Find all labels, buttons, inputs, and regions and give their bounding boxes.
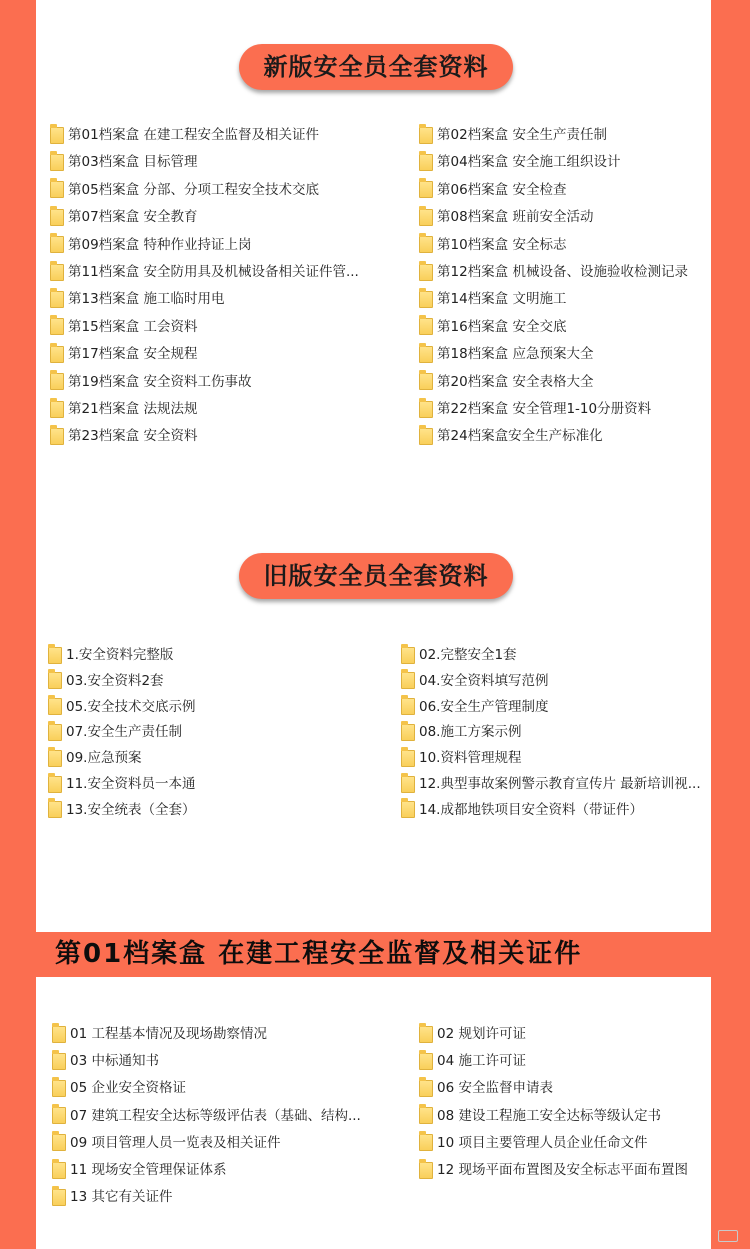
folder-icon	[50, 318, 64, 335]
new-set-item-label: 第13档案盒 施工临时用电	[68, 291, 225, 308]
new-set-item-label: 第02档案盒 安全生产责任制	[437, 127, 607, 143]
folder-icon	[419, 373, 433, 390]
box01-item[interactable]	[419, 1105, 661, 1127]
folder-icon	[48, 776, 62, 793]
new-set-item-label: 第18档案盒 应急预案大全	[437, 346, 594, 363]
new-set-item-label: 第16档案盒 安全交底	[437, 318, 567, 335]
new-set-item[interactable]	[419, 234, 566, 256]
new-set-item-label: 第17档案盒 安全规程	[68, 346, 198, 363]
old-set-item[interactable]	[48, 773, 195, 795]
new-set-item-label: 第05档案盒 分部、分项工程安全技术交底	[68, 181, 319, 198]
new-set-item[interactable]	[50, 206, 197, 228]
old-set-item[interactable]	[48, 721, 182, 743]
new-set-item[interactable]	[50, 288, 224, 310]
box01-item-label: 06 安全监督申请表	[437, 1080, 553, 1097]
folder-icon	[419, 346, 433, 363]
new-set-item[interactable]	[419, 398, 651, 420]
new-set-item-label: 第12档案盒 机械设备、设施验收检测记录	[437, 264, 688, 280]
new-set-item[interactable]	[50, 316, 197, 338]
folder-icon	[419, 127, 433, 144]
new-set-item-label: 第11档案盒 安全防用具及机械设备相关证件管...	[68, 264, 359, 280]
folder-icon	[419, 1107, 433, 1124]
box01-item[interactable]	[52, 1132, 280, 1154]
folder-icon	[50, 291, 64, 308]
folder-icon	[50, 209, 64, 226]
folder-icon	[401, 801, 415, 818]
box01-item[interactable]	[419, 1132, 647, 1154]
folder-icon	[48, 647, 62, 664]
new-set-item[interactable]	[419, 124, 607, 146]
folder-icon	[50, 236, 64, 253]
box01-item-label: 09 项目管理人员一览表及相关证件	[70, 1134, 281, 1151]
folder-icon	[52, 1189, 66, 1206]
new-set-item-label: 第23档案盒 安全资料	[68, 428, 198, 445]
folder-icon	[419, 1162, 433, 1179]
box01-item-label: 11 现场安全管理保证体系	[70, 1162, 227, 1178]
folder-icon	[419, 181, 433, 198]
new-set-item-label: 第20档案盒 安全表格大全	[437, 373, 594, 390]
folder-icon	[401, 647, 415, 664]
old-set-item-label: 11.安全资料员一本通	[66, 776, 196, 792]
folder-icon	[50, 401, 64, 418]
folder-icon	[419, 401, 433, 418]
folder-icon	[52, 1134, 66, 1151]
old-set-item-label: 1.安全资料完整版	[66, 647, 174, 663]
folder-icon	[50, 181, 64, 198]
old-set-item-label: 05.安全技术交底示例	[66, 698, 196, 715]
new-set-item[interactable]	[419, 151, 620, 173]
folder-icon	[52, 1026, 66, 1043]
old-set-item[interactable]	[401, 799, 643, 821]
new-set-item[interactable]	[419, 371, 593, 393]
new-set-item[interactable]	[50, 371, 251, 393]
new-set-item[interactable]	[50, 151, 197, 173]
old-set-item[interactable]	[48, 644, 173, 666]
box01-item[interactable]	[419, 1050, 526, 1072]
box01-item[interactable]	[52, 1186, 172, 1208]
new-set-item-label: 第06档案盒 安全检查	[437, 181, 567, 198]
old-set-item-label: 02.完整安全1套	[419, 647, 517, 663]
new-set-item-label: 第03档案盒 目标管理	[68, 154, 198, 171]
box01-item-label: 07 建筑工程安全达标等级评估表（基础、结构...	[70, 1107, 361, 1124]
folder-icon	[419, 1080, 433, 1097]
corner-watermark-icon	[718, 1230, 738, 1242]
new-set-item[interactable]	[50, 124, 319, 146]
box01-item[interactable]	[52, 1159, 226, 1181]
new-set-item[interactable]	[50, 343, 197, 365]
folder-icon	[50, 373, 64, 390]
box01-item-label: 05 企业安全资格证	[70, 1080, 186, 1097]
box01-item-label: 03 中标通知书	[70, 1053, 159, 1070]
old-set-item-label: 03.安全资料2套	[66, 672, 164, 689]
box01-item[interactable]	[52, 1050, 159, 1072]
box01-item[interactable]	[52, 1077, 186, 1099]
folder-icon	[419, 428, 433, 445]
box01-item-label: 01 工程基本情况及现场勘察情况	[70, 1026, 267, 1042]
old-set-item[interactable]	[48, 799, 195, 821]
old-set-item-label: 09.应急预案	[66, 750, 142, 767]
box01-item[interactable]	[52, 1023, 267, 1045]
folder-icon	[52, 1107, 66, 1124]
new-set-item[interactable]	[50, 234, 251, 256]
folder-icon	[48, 724, 62, 741]
new-set-item-label: 第24档案盒安全生产标准化	[437, 428, 603, 445]
old-set-item-label: 04.安全资料填写范例	[419, 672, 549, 689]
new-set-item-label: 第21档案盒 法规法规	[68, 401, 198, 417]
folder-icon	[50, 428, 64, 445]
new-set-item[interactable]	[50, 179, 319, 201]
box01-item-label: 04 施工许可证	[437, 1053, 526, 1070]
box01-item[interactable]	[419, 1077, 553, 1099]
new-set-item-label: 第08档案盒 班前安全活动	[437, 209, 594, 226]
folder-icon	[401, 672, 415, 689]
new-set-item-label: 第19档案盒 安全资料工伤事故	[68, 373, 252, 390]
folder-icon	[419, 1053, 433, 1070]
folder-icon	[50, 346, 64, 363]
box01-item-label: 10 项目主要管理人员企业任命文件	[437, 1134, 648, 1151]
folder-icon	[401, 698, 415, 715]
folder-icon	[401, 750, 415, 767]
new-set-item-label: 第22档案盒 安全管理1-10分册资料	[437, 401, 652, 417]
old-set-item[interactable]	[401, 670, 548, 692]
old-set-heading: 旧版安全员全套资料	[239, 553, 513, 599]
box01-item-label: 02 规划许可证	[437, 1026, 526, 1042]
box01-heading: 第01档案盒 在建工程安全监督及相关证件	[55, 939, 583, 969]
old-set-item-label: 06.安全生产管理制度	[419, 698, 549, 715]
new-set-item-label: 第14档案盒 文明施工	[437, 291, 567, 308]
old-set-item-label: 10.资料管理规程	[419, 750, 522, 767]
folder-icon	[419, 1134, 433, 1151]
new-set-item[interactable]	[419, 179, 566, 201]
old-set-item-label: 12.典型事故案例警示教育宣传片 最新培训视...	[419, 776, 701, 792]
folder-icon	[52, 1080, 66, 1097]
folder-icon	[401, 776, 415, 793]
folder-icon	[52, 1162, 66, 1179]
folder-icon	[50, 127, 64, 144]
new-set-item[interactable]	[419, 206, 593, 228]
new-set-item[interactable]	[50, 425, 197, 447]
folder-icon	[401, 724, 415, 741]
old-set-item-label: 08.施工方案示例	[419, 724, 522, 741]
new-set-item-label: 第09档案盒 特种作业持证上岗	[68, 236, 252, 253]
old-set-item[interactable]	[401, 696, 548, 718]
box01-item-label: 08 建设工程施工安全达标等级认定书	[437, 1107, 661, 1124]
folder-icon	[48, 698, 62, 715]
box01-item[interactable]	[419, 1023, 526, 1045]
folder-icon	[48, 672, 62, 689]
folder-icon	[419, 154, 433, 171]
folder-icon	[419, 1026, 433, 1043]
folder-icon	[419, 236, 433, 253]
new-set-item[interactable]	[419, 425, 603, 447]
old-set-item[interactable]	[401, 747, 521, 769]
old-set-item-label: 07.安全生产责任制	[66, 724, 182, 741]
new-set-item[interactable]	[50, 261, 359, 283]
new-set-item-label: 第10档案盒 安全标志	[437, 236, 567, 253]
new-set-item-label: 第15档案盒 工会资料	[68, 318, 198, 335]
folder-icon	[50, 154, 64, 171]
folder-icon	[419, 209, 433, 226]
old-set-item[interactable]	[401, 721, 521, 743]
new-set-item[interactable]	[419, 343, 593, 365]
box01-item-label: 12 现场平面布置图及安全标志平面布置图	[437, 1162, 688, 1178]
old-set-item[interactable]	[401, 773, 701, 795]
new-set-item-label: 第04档案盒 安全施工组织设计	[437, 154, 621, 171]
old-set-item[interactable]	[401, 644, 517, 666]
new-set-item[interactable]	[419, 261, 688, 283]
folder-icon	[48, 801, 62, 818]
new-set-item-label: 第01档案盒 在建工程安全监督及相关证件	[68, 127, 319, 143]
old-set-item-label: 13.安全统表（全套）	[66, 801, 196, 818]
old-set-item[interactable]	[48, 747, 141, 769]
new-set-item[interactable]	[419, 288, 566, 310]
box01-item-label: 13 其它有关证件	[70, 1189, 173, 1206]
folder-icon	[50, 264, 64, 281]
old-set-item[interactable]	[48, 696, 195, 718]
box01-item[interactable]	[52, 1105, 361, 1127]
box01-item[interactable]	[419, 1159, 688, 1181]
folder-icon	[48, 750, 62, 767]
folder-icon	[52, 1053, 66, 1070]
folder-icon	[419, 318, 433, 335]
new-set-item[interactable]	[419, 316, 566, 338]
new-set-item[interactable]	[50, 398, 197, 420]
folder-icon	[419, 291, 433, 308]
old-set-item[interactable]	[48, 670, 164, 692]
new-set-heading: 新版安全员全套资料	[239, 44, 513, 90]
folder-icon	[419, 264, 433, 281]
new-set-item-label: 第07档案盒 安全教育	[68, 209, 198, 226]
old-set-item-label: 14.成都地铁项目安全资料（带证件）	[419, 801, 643, 818]
